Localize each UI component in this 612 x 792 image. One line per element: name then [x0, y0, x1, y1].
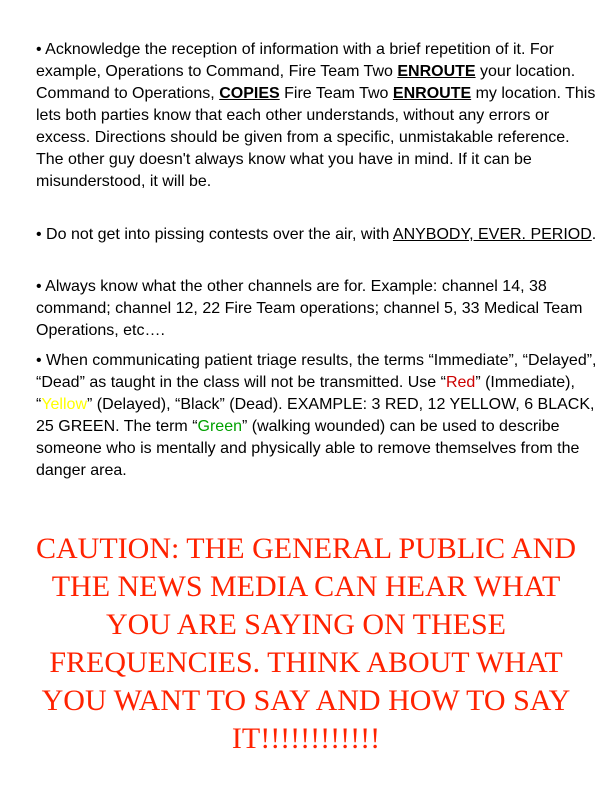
acknowledge-text-3: Fire Team Two — [279, 85, 393, 102]
yellow-term: Yellow — [41, 396, 87, 413]
no-contests-text-1: • Do not get into pissing contests over the air, with — [36, 226, 393, 243]
triage-paragraph — [36, 350, 601, 482]
channels-paragraph — [36, 276, 601, 342]
green-term: Green — [197, 418, 242, 435]
anybody-emphasis: ANYBODY, EVER. PERIOD — [392, 226, 592, 243]
triage-text-2: ” (Immediate), “ — [36, 374, 575, 413]
no-contests-paragraph — [36, 224, 601, 246]
acknowledge-text-4: my location. This lets both parties know that each other understands, without any errors or excess. Directions should be given from a specific, unmistakable reference. The other guy doesn't always know what you have in mind. If it can be misunderstood, it will be. — [36, 85, 596, 190]
red-term: Red — [445, 374, 476, 391]
triage-text-1: • When communicating patient triage results, the terms “Immediate”, “Delayed”, “Dead” as taught in the class will not be transmitted. Use “ — [36, 352, 597, 391]
acknowledge-paragraph — [36, 39, 601, 193]
acknowledge-text-2: your location. Command to Operations, — [36, 63, 576, 102]
triage-text-4: ” (walking wounded) can be used to describe someone who is mentally and physically able to remove themselves from the danger area. — [36, 418, 580, 479]
caution-warning: CAUTION: THE GENERAL PUBLIC AND THE NEWS MEDIA CAN HEAR WHAT YOU ARE SAYING ON THESE FREQUENCIES. THINK ABOUT WHAT YOU WANT TO SAY AND HOW TO SAY IT!!!!!!!!!!!! — [36, 532, 576, 755]
no-contests-text-2: . — [591, 226, 597, 243]
copies-emphasis: COPIES — [219, 85, 280, 102]
acknowledge-text-1: • Acknowledge the reception of information with a brief repetition of it. For example, Operations to Command, Fire Team Two — [36, 41, 554, 80]
enroute-emphasis-2: ENROUTE — [392, 85, 472, 102]
enroute-emphasis-1: ENROUTE — [397, 63, 476, 80]
triage-text-3: ” (Delayed), “Black” (Dead). EXAMPLE: 3 RED, 12 YELLOW, 6 BLACK, 25 GREEN. The term “ — [36, 396, 595, 435]
channels-text: • Always know what the other channels are for. Example: channel 14, 38 command; channel 12, 22 Fire Team operations; channel 5, 33 Medical Team Operations, etc…. — [36, 278, 583, 339]
